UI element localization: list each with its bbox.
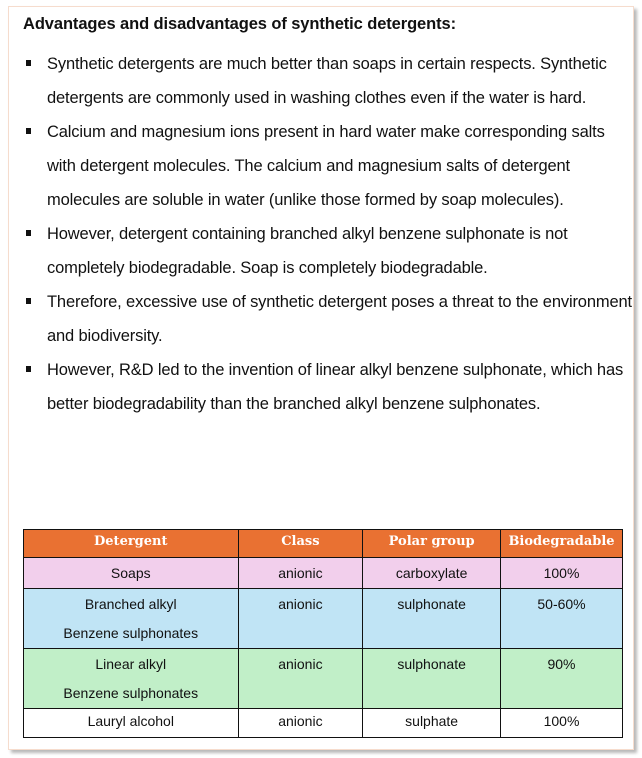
header-biodegradable: Biodegradable [501, 530, 623, 558]
square-bullet-icon [26, 298, 31, 304]
cell-detergent: Branched alkyl Benzene sulphonates [24, 589, 239, 649]
bullet-item [9, 217, 635, 285]
bullet-text: However, R&D led to the invention of linear alkyl benzene sulphonate, which has better biodegradability than the branched alkyl benzene sulphonates. [47, 361, 624, 413]
cell-biodegradable: 100% [501, 558, 623, 589]
bullet-text: Therefore, excessive use of synthetic detergent poses a threat to the environment and biodiversity. [47, 293, 632, 345]
cell-polar-group: sulphate [363, 709, 501, 738]
square-bullet-icon [26, 366, 31, 372]
table-row [24, 589, 623, 649]
cell-biodegradable: 90% [501, 649, 623, 709]
bullet-item [9, 353, 635, 421]
square-bullet-icon [26, 128, 31, 134]
header-class: Class [238, 530, 363, 558]
header-detergent: Detergent [24, 530, 239, 558]
cell-polar-group: carboxylate [363, 558, 501, 589]
bullet-text: Synthetic detergents are much better than soaps in certain respects. Synthetic detergents are commonly used in washing clothes even if the water is hard. [47, 55, 607, 107]
cell-class: anionic [238, 709, 363, 738]
square-bullet-icon [26, 230, 31, 236]
table-row [24, 709, 623, 738]
bullet-item [9, 285, 635, 353]
bullet-text: However, detergent containing branched alkyl benzene sulphonate is not completely biodegradable. Soap is completely biodegradable. [47, 225, 568, 277]
bullet-text: Calcium and magnesium ions present in hard water make corresponding salts with detergent molecules. The calcium and magnesium salts of detergent molecules are soluble in water (unlike those formed by soap molecules). [47, 123, 605, 209]
cell-polar-group: sulphonate [363, 649, 501, 709]
cell-class: anionic [238, 558, 363, 589]
table-row [24, 558, 623, 589]
table-row [24, 649, 623, 709]
bullet-list [9, 47, 635, 421]
detergent-table [23, 529, 623, 738]
header-polar-group: Polar group [363, 530, 501, 558]
cell-polar-group: sulphonate [363, 589, 501, 649]
bullet-item [9, 115, 635, 217]
bullet-item [9, 47, 635, 115]
table-header-row [24, 530, 623, 558]
cell-detergent: Lauryl alcohol [24, 709, 239, 738]
cell-detergent: Soaps [24, 558, 239, 589]
cell-biodegradable: 50-60% [501, 589, 623, 649]
square-bullet-icon [26, 60, 31, 66]
document-card [8, 6, 634, 750]
cell-class: anionic [238, 649, 363, 709]
cell-detergent: Linear alkyl Benzene sulphonates [24, 649, 239, 709]
section-heading: Advantages and disadvantages of synthetic detergents: [23, 15, 456, 33]
cell-class: anionic [238, 589, 363, 649]
cell-biodegradable: 100% [501, 709, 623, 738]
